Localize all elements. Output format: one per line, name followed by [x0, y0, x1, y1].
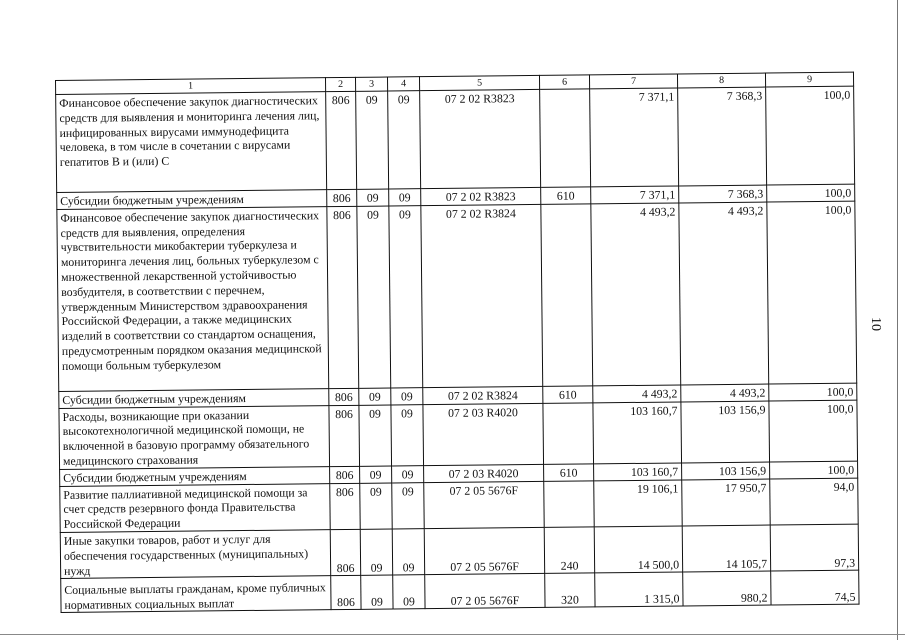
code-section: 09 — [360, 466, 392, 483]
code-subsection: 09 — [389, 205, 423, 387]
code-ministry: 806 — [331, 576, 361, 610]
code-ministry: 806 — [329, 405, 360, 466]
amount-planned: 7 371,1 — [590, 88, 679, 187]
code-expense-type: 320 — [545, 573, 595, 608]
amount-executed: 14 105,7 — [682, 525, 770, 572]
code-ministry: 806 — [330, 466, 360, 483]
column-number: 3 — [355, 77, 387, 91]
amount-planned: 19 106,1 — [594, 480, 682, 527]
code-target-article: 07 2 05 5676F — [424, 527, 544, 575]
code-subsection: 09 — [393, 575, 425, 609]
code-subsection: 09 — [391, 387, 423, 404]
amount-executed: 7 368,3 — [678, 87, 767, 186]
code-section: 09 — [360, 529, 392, 576]
code-target-article: 07 2 02 R3823 — [421, 187, 541, 205]
code-target-article: 07 2 02 R3824 — [423, 386, 543, 404]
percent-executed: 100,0 — [767, 201, 857, 384]
table-row — [61, 570, 859, 612]
code-section: 09 — [361, 575, 393, 609]
code-ministry: 806 — [330, 529, 360, 576]
code-expense-type — [544, 480, 594, 527]
column-number: 7 — [589, 74, 677, 89]
row-name: Субсидии бюджетным учреждениям — [60, 466, 330, 486]
table-row — [57, 201, 857, 391]
code-expense-type — [541, 204, 593, 387]
percent-executed: 74,5 — [771, 570, 859, 605]
code-ministry: 806 — [329, 388, 359, 405]
amount-planned: 1 315,0 — [595, 572, 683, 607]
code-subsection: 09 — [392, 482, 424, 529]
amount-executed: 103 156,9 — [682, 462, 770, 480]
code-expense-type: 240 — [544, 527, 594, 574]
code-expense-type: 610 — [543, 386, 593, 403]
code-target-article: 07 2 02 R3824 — [421, 204, 543, 387]
percent-executed: 100,0 — [766, 86, 855, 185]
code-target-article: 07 2 05 5676F — [425, 574, 545, 609]
column-number: 2 — [325, 77, 355, 91]
table-row — [56, 86, 855, 192]
code-ministry: 806 — [330, 483, 360, 530]
percent-executed: 97,3 — [770, 524, 858, 571]
code-section: 09 — [359, 388, 391, 405]
row-name: Финансовое обеспечение закупок диагностических средств для выявления и мониторинга лечения лиц, инфицированных вирусами иммунодефицита человека, в том числе в сочетании с вирусами гепатитов B и (или) C — [56, 92, 327, 193]
code-section: 09 — [357, 206, 391, 388]
column-number: 8 — [677, 73, 765, 88]
amount-executed: 17 950,7 — [682, 479, 770, 526]
amount-planned: 7 371,1 — [591, 186, 679, 204]
code-target-article: 07 2 02 R3823 — [420, 89, 541, 188]
table-row — [59, 400, 858, 470]
row-name: Субсидии бюджетным учреждениям — [57, 190, 327, 210]
column-number: 9 — [765, 72, 853, 87]
code-target-article: 07 2 03 R4020 — [423, 403, 544, 465]
amount-executed: 4 493,2 — [679, 202, 769, 385]
table-row — [60, 478, 858, 533]
code-subsection: 09 — [391, 404, 424, 466]
code-target-article: 07 2 03 R4020 — [424, 464, 544, 482]
code-subsection: 09 — [392, 529, 424, 576]
code-expense-type: 610 — [541, 187, 591, 204]
code-section: 09 — [356, 91, 389, 189]
column-number: 4 — [387, 77, 419, 91]
amount-planned: 4 493,2 — [591, 203, 681, 386]
page-number: 10 — [868, 317, 883, 331]
amount-executed: 7 368,3 — [679, 185, 767, 203]
percent-executed: 100,0 — [767, 184, 855, 202]
row-name: Социальные выплаты гражданам, кроме публичных нормативных социальных выплат — [61, 576, 331, 613]
document-sheet — [55, 72, 866, 625]
code-subsection: 09 — [389, 189, 421, 206]
percent-executed: 100,0 — [769, 400, 858, 462]
code-expense-type: 610 — [544, 464, 594, 481]
row-name: Иные закупки товаров, работ и услуг для обеспечения государственных (муниципальных) нужд — [60, 530, 330, 579]
code-ministry: 806 — [326, 91, 357, 189]
code-subsection: 09 — [388, 91, 421, 189]
code-section: 09 — [359, 405, 392, 467]
column-number: 6 — [539, 75, 589, 90]
code-subsection: 09 — [392, 465, 424, 482]
table-row — [60, 524, 858, 579]
column-number: 1 — [56, 78, 326, 95]
amount-planned: 14 500,0 — [594, 526, 682, 573]
row-name: Финансовое обеспечение закупок диагностических средств для выявления, определения чувствительности микобактерии туберкулеза и мониторинга лечения лиц, больных туберкулезом с множественной лекарственной устойчивостью возбудителя, в соответствии с перечнем, утвержденным Министерством здравоохранения Российской Федерации, а также медицинских изделий в соответствии со стандартом оснащения, предусмотренным порядком оказания медицинской помощи больным туберкулезом — [57, 206, 329, 391]
column-number: 5 — [419, 75, 539, 90]
amount-executed: 980,2 — [683, 571, 771, 606]
code-section: 09 — [360, 483, 392, 530]
code-ministry: 806 — [327, 189, 357, 206]
code-ministry: 806 — [327, 206, 359, 388]
percent-executed: 100,0 — [770, 461, 858, 479]
code-expense-type — [543, 402, 594, 464]
amount-executed: 4 493,2 — [681, 384, 769, 402]
amount-planned: 4 493,2 — [593, 385, 681, 403]
page-bottom-edge — [0, 634, 905, 635]
budget-table — [55, 72, 860, 614]
percent-executed: 94,0 — [770, 478, 858, 525]
amount-executed: 103 156,9 — [681, 401, 770, 463]
amount-planned: 103 160,7 — [594, 463, 682, 481]
row-name: Субсидии бюджетным учреждениям — [59, 388, 329, 408]
code-target-article: 07 2 05 5676F — [424, 481, 544, 529]
percent-executed: 100,0 — [769, 383, 857, 401]
row-name: Развитие паллиативной медицинской помощи за счет средств резервного фонда Правительства Российской Федерации — [60, 483, 330, 532]
code-expense-type — [540, 89, 591, 188]
row-name: Расходы, возникающие при оказании высокотехнологичной медицинской помощи, не включенной в базовую программу обязательного медицинского страхования — [59, 405, 330, 469]
page-right-edge — [897, 0, 898, 640]
amount-planned: 103 160,7 — [593, 402, 682, 464]
code-section: 09 — [357, 189, 389, 206]
